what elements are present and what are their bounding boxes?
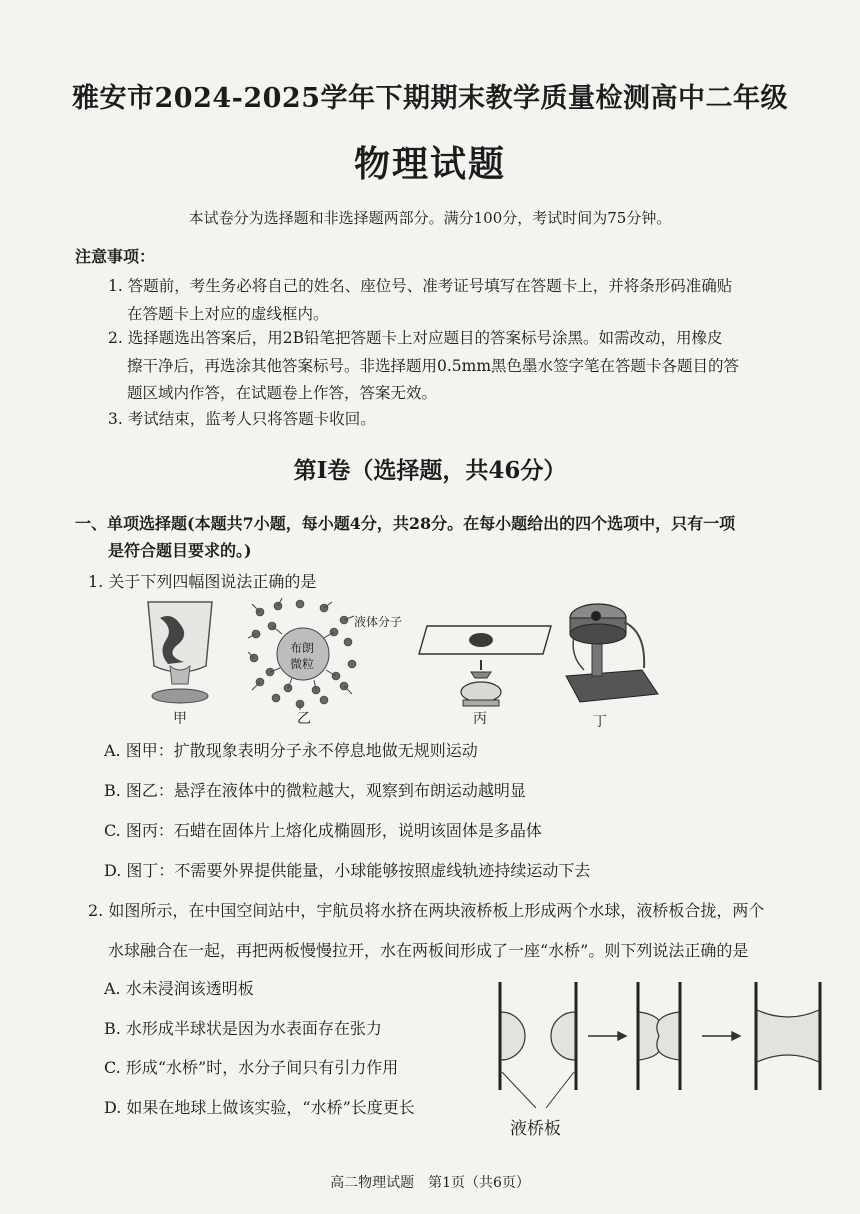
fig-label-yi: 乙: [297, 711, 311, 727]
notice-line: 题区域内作答，在试题卷上作答，答案无效。: [127, 384, 438, 402]
exam-intro: 本试卷分为选择题和非选择题两部分。满分100分，考试时间为75分钟。: [188, 209, 672, 227]
notice-line: 2. 选择题选出答案后，用2B铅笔把答题卡上对应题目的答案标号涂黑。如需改动，用橡皮: [108, 329, 723, 347]
exam-title: 雅安市2024-2025学年下期期末教学质量检测高中二年级: [72, 83, 788, 114]
fig-label-jia: 甲: [173, 711, 187, 727]
particle-label-2: 微粒: [290, 657, 315, 671]
notice-line: 擦干净后，再选涂其他答案标号。非选择题用0.5mm黑色墨水签字笔在答题卡各题目的答: [127, 357, 740, 375]
q2-option-c: C. 形成“水桥”时，水分子间只有引力作用: [104, 1058, 399, 1077]
page-footer: 高二物理试题 第1页（共6页）: [330, 1175, 530, 1191]
part-heading: 是符合题目要求的。): [108, 541, 252, 560]
fig-ding-device: [562, 596, 662, 708]
notice-line: 3. 考试结束，监考人只将答题卡收回。: [108, 410, 376, 428]
notice-line: 1. 答题前，考生务必将自己的姓名、座位号、准考证号填写在答题卡上，并将条形码准确贴: [108, 277, 733, 295]
section-title: 第I卷（选择题，共46分）: [293, 457, 567, 484]
q2-option-a: A. 水未浸润该透明板: [104, 979, 254, 998]
q1-option-d: D. 图丁：不需要外界提供能量，小球能够按照虚线轨迹持续运动下去: [104, 861, 591, 880]
fig-jia-beaker: [140, 596, 220, 708]
q2-option-b: B. 水形成半球状是因为水表面存在张力: [104, 1019, 382, 1038]
q2-option-d: D. 如果在地球上做该实验，“水桥”长度更长: [104, 1098, 415, 1117]
exam-subject: 物理试题: [353, 143, 506, 185]
notice-line: 在答题卡上对应的虚线框内。: [127, 305, 329, 323]
q1-option-a: A. 图甲：扩散现象表明分子永不停息地做无规则运动: [104, 741, 478, 760]
question-1-stem: 1. 关于下列四幅图说法正确的是: [88, 572, 317, 591]
notice-heading: 注意事项：: [75, 247, 156, 266]
question-2-stem: 水球融合在一起，再把两板慢慢拉开，水在两板间形成了一座“水桥”。则下列说法正确的是: [108, 941, 749, 960]
fig-label-ding: 丁: [593, 714, 607, 730]
q1-option-c: C. 图丙：石蜡在固体片上熔化成椭圆形，说明该固体是多晶体: [104, 821, 542, 840]
fig-label-bing: 丙: [473, 711, 487, 727]
molecule-label: 液体分子: [354, 615, 403, 629]
fig-label-plate: 液桥板: [510, 1119, 561, 1139]
fig-bing-wax-plate: [415, 616, 555, 712]
particle-label-1: 布朗: [290, 641, 315, 655]
q1-option-b: B. 图乙：悬浮在液体中的微粒越大，观察到布朗运动越明显: [104, 781, 526, 800]
part-heading: 一、单项选择题(本题共7小题，每小题4分，共28分。在每小题给出的四个选项中，只有一项: [75, 514, 736, 533]
fig-water-bridge: [490, 980, 820, 1110]
question-2-stem: 2. 如图所示，在中国空间站中，宇航员将水挤在两块液桥板上形成两个水球，液桥板合拢，两个: [88, 901, 765, 920]
